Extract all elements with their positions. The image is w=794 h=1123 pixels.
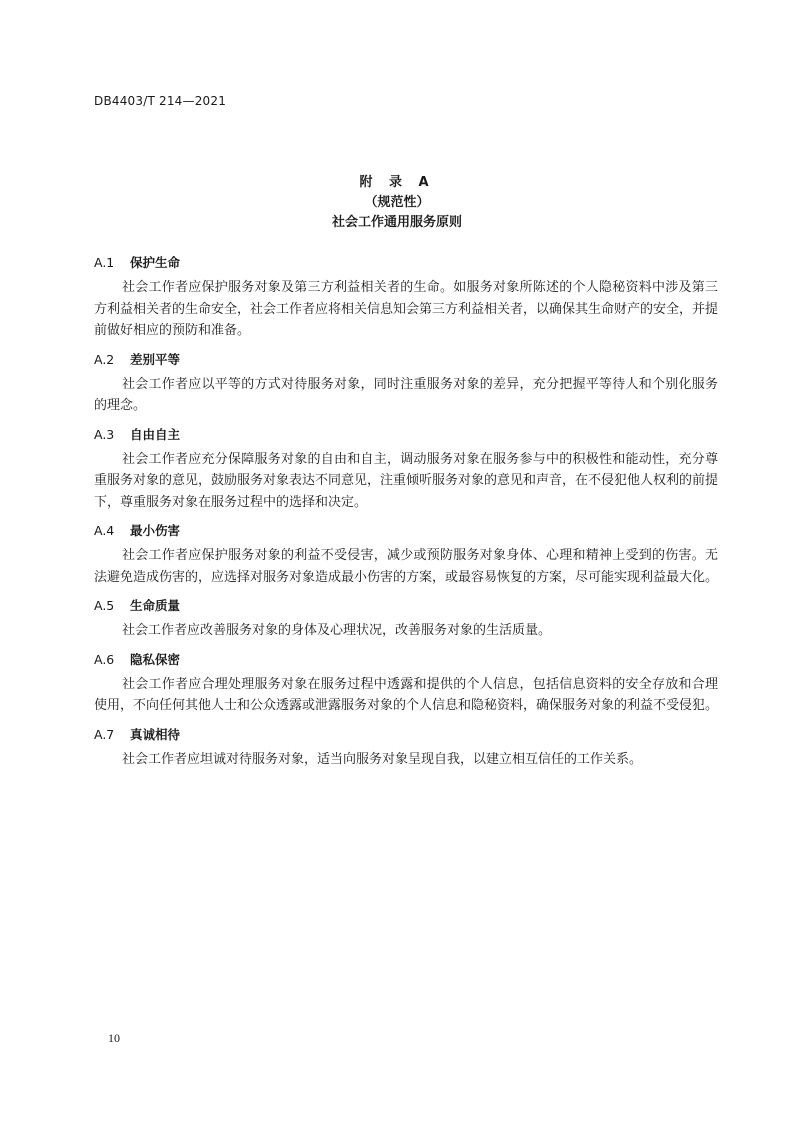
- section-body: 社会工作者应以平等的方式对待服务对象，同时注重服务对象的差异，充分把握平等待人和个别化服务的理念。: [94, 376, 718, 413]
- section-number: A.4: [94, 523, 115, 538]
- section-heading: [94, 724, 718, 746]
- annex-header: [0, 173, 794, 233]
- section-number: A.3: [94, 426, 115, 442]
- section-heading: [94, 649, 718, 671]
- section-a3: [94, 424, 718, 514]
- section-a5: [94, 595, 718, 642]
- section-body: 社会工作者应坦诚对待服务对象，适当向服务对象呈现自我，以建立相互信任的工作关系。: [122, 751, 643, 767]
- section-number: A.5: [94, 598, 115, 613]
- section-title: 保护生命: [130, 255, 181, 270]
- section-title: 自由自主: [130, 426, 181, 442]
- section-body: 社会工作者应改善服务对象的身体及心理状况，改善服务对象的生活质量。: [122, 623, 552, 638]
- section-title: 生命质量: [130, 598, 181, 613]
- annex-title: 附 录 A: [359, 175, 435, 190]
- section-heading: [94, 595, 718, 617]
- section-body: 社会工作者应充分保障服务对象的自由和自主，调动服务对象在服务参与中的积极性和能动性，充分尊重服务对象的意见，鼓励服务对象表达不同意见，注重倾听服务对象的意见和声音，在不侵犯他人权利的前提下，尊重服务对象在服务过程中的选择和决定。: [94, 451, 719, 510]
- section-heading: [94, 424, 718, 446]
- page-number: 10: [108, 1031, 120, 1045]
- section-a2: [94, 349, 718, 417]
- section-a6: [94, 649, 718, 717]
- annex-subtitle: 社会工作通用服务原则: [331, 215, 462, 230]
- document-code: DB4403/T 214—2021: [94, 94, 227, 108]
- section-a1: [94, 252, 718, 342]
- section-title: 差别平等: [130, 351, 181, 367]
- section-title: 隐私保密: [130, 651, 181, 667]
- section-number: A.1: [94, 255, 115, 270]
- section-heading: [94, 252, 718, 274]
- section-number: A.2: [94, 351, 115, 367]
- section-heading: [94, 520, 718, 542]
- section-body: 社会工作者应保护服务对象及第三方利益相关者的生命。如服务对象所陈述的个人隐秘资料中涉及第三方利益相关者的生命安全，社会工作者应将相关信息知会第三方利益相关者，以确保其生命财产的安全，并提前做好相应的预防和准备。: [94, 280, 719, 338]
- annex-type: （规范性）: [364, 195, 430, 210]
- section-title: 真诚相待: [130, 726, 181, 742]
- section-title: 最小伤害: [130, 523, 181, 538]
- sections-list: [94, 252, 718, 777]
- section-body: 社会工作者应合理处理服务对象在服务过程中透露和提供的个人信息，包括信息资料的安全存放和合理使用，不向任何其他人士和公众透露或泄露服务对象的个人信息和隐秘资料，确保服务对象的利益不受侵犯。: [94, 676, 719, 713]
- section-a7: [94, 724, 718, 771]
- section-body: 社会工作者应保护服务对象的利益不受侵害，减少或预防服务对象身体、心理和精神上受到的伤害。无法避免造成伤害的，应选择对服务对象造成最小伤害的方案，或最容易恢复的方案，尽可能实现利益最大化。: [94, 548, 719, 585]
- section-a4: [94, 520, 718, 588]
- section-heading: [94, 349, 718, 371]
- section-number: A.7: [94, 726, 115, 742]
- section-number: A.6: [94, 651, 115, 667]
